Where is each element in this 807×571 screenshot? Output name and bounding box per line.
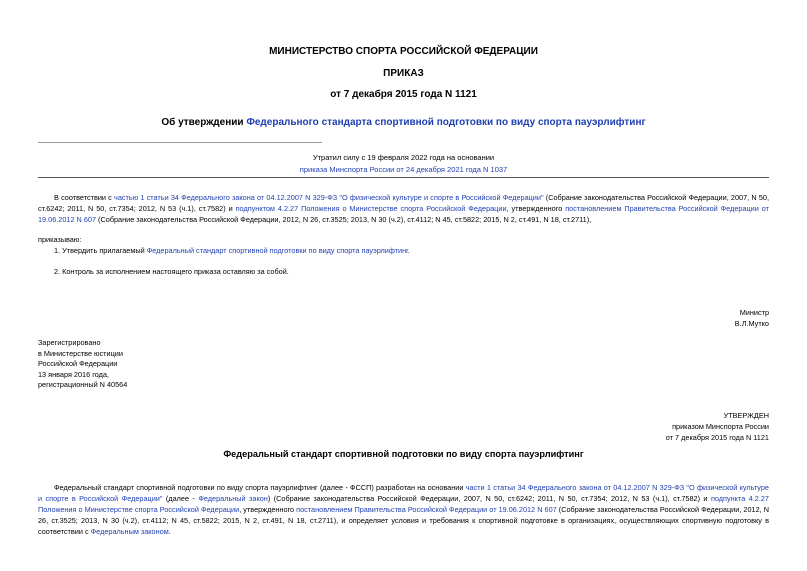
law-article-link[interactable]: частью 1 статьи 34 Федерального закона от 04.12.2007 N 329-ФЗ "О физической культуре и спорте в Российской Федерации" [114, 193, 544, 202]
preamble-text-1: В соответствии с [54, 193, 115, 202]
intro-text-2: (далее - [162, 494, 199, 503]
page-title [0, 117, 807, 128]
standard-title: Федеральный стандарт спортивной подготовки по виду спорта пауэрлифтинг [223, 449, 584, 459]
intro-text-4: , утвержденного [239, 505, 297, 514]
registration-line-3: Российской Федерации [38, 359, 118, 368]
order-item-1 [38, 245, 769, 256]
intro-federal-law-link[interactable]: Федеральный закон [198, 494, 268, 503]
registration-line-4: 13 января 2016 года, [38, 369, 109, 379]
intro-text-1: Федеральный стандарт спортивной подготовки по виду спорта пауэрлифтинг (далее - ФССП) разработан на основании [54, 483, 466, 492]
preamble-text-3: , утвержденного [506, 204, 566, 213]
government-decree-link[interactable]: постановлением Правительства Российской Федерации от 19.06.2012 N 607 [38, 204, 769, 224]
preamble-text-2: (Собрание законодательства Российской Федерации, 2007, N 50, ст.6242; 2011, N 50, ст.7354; 2012, N 53 (ч.1), ст.7582) и [38, 193, 769, 213]
order-word: приказываю: [38, 235, 82, 244]
registration-block [38, 338, 238, 391]
intro-text-3: ) (Собрание законодательства Российской Федерации, 2007, N 50, ст.6242; 2011, N 50, ст.7354; 2012, N 53 (ч.1), ст.7582) и [267, 494, 711, 503]
registration-line-2: в Министерстве юстиции [38, 348, 123, 358]
preamble-paragraph [38, 192, 769, 225]
status-note [0, 152, 807, 176]
intro-decree-link[interactable]: постановлением Правительства Российской Федерации от 19.06.2012 N 607 [296, 505, 557, 514]
intro-text-5: (Собрание законодательства Российской Федерации, 2012, N 26, ст.3525; 2013, N 30 (ч.2), ст.4112; N 45, ст.5822; 2015, N 2, ст.491, N 18, ст.2711), и определяет условия и требования к спортивной подготовке в организациях, осуществляющих спортивную подготовку в соответствии с [38, 505, 770, 536]
item1-text-2: . [407, 246, 410, 255]
approval-line-1: УТВЕРЖДЕН [723, 411, 769, 420]
item1-standard-link[interactable]: Федеральный стандарт спортивной подготовки по виду спорта пауэрлифтинг [146, 246, 408, 255]
approval-block [560, 410, 769, 443]
registration-line-5: регистрационный N 40564 [38, 380, 128, 389]
regulation-subclause-link[interactable]: подпунктом 4.2.27 Положения о Министерстве спорта Российской Федерации [235, 204, 507, 213]
status-text: Утратил силу с 19 февраля 2022 года на основании [312, 153, 495, 162]
item1-text-1: 1. Утвердить прилагаемый [54, 246, 147, 255]
approval-line-3: от 7 декабря 2015 года N 1121 [665, 433, 769, 442]
ministry-name: МИНИСТЕРСТВО СПОРТА РОССИЙСКОЙ ФЕДЕРАЦИИ [269, 46, 538, 57]
approval-line-2: приказом Минспорта России [672, 422, 769, 431]
intro-federal-law-link-2[interactable]: Федеральным законом [90, 527, 169, 536]
intro-regulation-link[interactable]: подпункта 4.2.27 Положения о Министерстве спорта Российской Федерации [38, 494, 769, 514]
signature-block [600, 307, 769, 329]
short-divider [38, 142, 322, 143]
intro-law-article-link[interactable]: части 1 статьи 34 Федерального закона от 04.12.2007 N 329-ФЗ "О физической культуре и спорте в Российской Федерации" [38, 483, 769, 503]
order-date: от 7 декабря 2015 года N 1121 [330, 89, 477, 100]
standard-intro-paragraph [38, 482, 769, 537]
document-type: ПРИКАЗ [383, 68, 424, 79]
signature-role: Министр [739, 308, 769, 317]
order-item-2: 2. Контроль за исполнением настоящего приказа оставляю за собой. [54, 267, 289, 276]
status-repeal-link[interactable]: приказа Минспорта России от 24 декабря 2021 года N 1037 [299, 165, 508, 174]
signature-name: В.Л.Мутко [734, 319, 769, 328]
registration-line-1: Зарегистрировано [38, 338, 101, 347]
long-divider [38, 177, 769, 178]
title-prefix: Об утверждении [161, 117, 247, 128]
preamble-text-4: (Собрание законодательства Российской Федерации, 2012, N 26, ст.3525; 2013, N 30 (ч.2), ст.4112; N 45, ст.5822; 2015, N 2, ст.491, N 18, ст.2711), [96, 215, 592, 224]
title-standard-link[interactable]: Федерального стандарта спортивной подготовки по виду спорта пауэрлифтинг [246, 117, 646, 128]
intro-text-6: . [168, 527, 171, 536]
